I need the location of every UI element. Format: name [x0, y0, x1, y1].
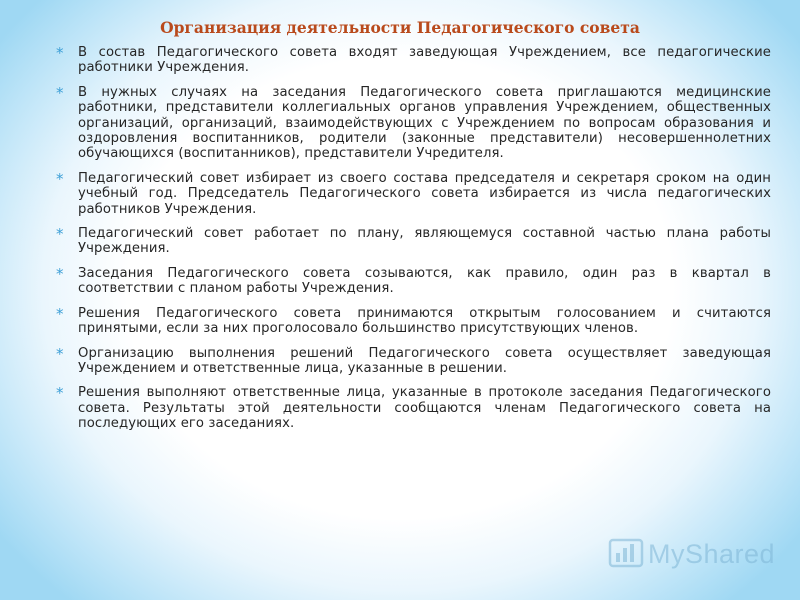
list-item — [56, 226, 771, 257]
asterisk-bullet-icon: * — [56, 44, 64, 62]
list-item — [56, 385, 771, 431]
bullet-list — [56, 45, 771, 441]
asterisk-bullet-icon: * — [56, 344, 64, 363]
bullet-text: Педагогический совет работает по плану, являющемуся составной частью плана работы Учреждения. — [78, 226, 771, 257]
bullet-text: В нужных случаях на заседания Педагогического совета приглашаются медицинские работники, представители коллегиальных органов управления Учреждением, общественных организаций, организаций, взаимодействующих с Учреждением по вопросам образования и оздоровления воспитанников, родители (законные представители) несовершеннолетних обучающихся (воспитанников), представители Учредителя. — [78, 84, 771, 162]
asterisk-bullet-icon: * — [56, 384, 64, 403]
watermark-logo — [608, 536, 775, 572]
list-item — [56, 266, 771, 297]
bar-chart-icon — [608, 536, 644, 572]
asterisk-bullet-icon: * — [56, 304, 64, 323]
asterisk-bullet-icon: * — [56, 264, 64, 283]
bullet-text: Решения Педагогического совета принимаются открытым голосованием и считаются принятыми, если за них проголосовало большинство присутствующих членов. — [78, 305, 771, 337]
bullet-text: Педагогический совет избирает из своего состава председателя и секретаря сроком на один учебный год. Председатель Педагогического совета избирается из числа педагогических работников Учреждения. — [78, 170, 771, 217]
asterisk-bullet-icon: * — [56, 83, 64, 102]
bullet-text: В состав Педагогического совета входят заведующая Учреждением, все педагогические работники Учреждения. — [78, 45, 771, 76]
list-item — [56, 306, 771, 337]
bullet-text: Решения выполняют ответственные лица, указанные в протоколе заседания Педагогического совета. Результаты этой деятельности сообщаются членам Педагогического совета на последующих его заседаниях. — [78, 385, 771, 432]
list-item — [56, 85, 771, 162]
bullet-text: Организацию выполнения решений Педагогического совета осуществляет заведующая Учреждением и ответственные лица, указанные в решении. — [78, 345, 771, 376]
list-item — [56, 171, 771, 217]
slide-title: Организация деятельности Педагогического совета — [160, 18, 640, 37]
asterisk-bullet-icon: * — [56, 225, 64, 244]
bullet-text: Заседания Педагогического совета созываются, как правило, один раз в квартал в соответствии с планом работы Учреждения. — [78, 265, 771, 297]
list-item — [56, 346, 771, 377]
watermark-text: MyShared — [648, 538, 776, 569]
asterisk-bullet-icon: * — [56, 169, 64, 188]
list-item — [56, 45, 771, 76]
